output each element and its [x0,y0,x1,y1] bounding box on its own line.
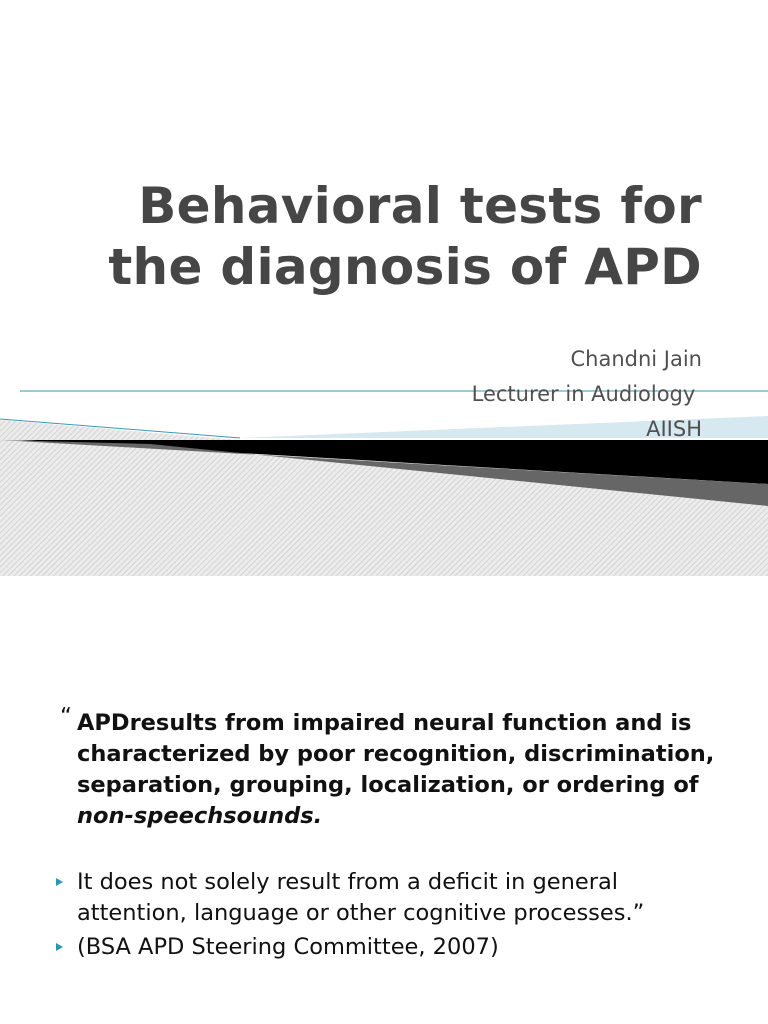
author-name: Chandni Jain [570,347,702,371]
bullet-text: It does not solely result from a deficit in general attention, language or other cognitive processes.” [77,869,645,926]
quote-italic-text: non-speechsounds. [77,803,323,829]
title-line-2: the diagnosis of APD [108,238,702,296]
bullet-arrow-icon [56,878,63,886]
author-institution: AIISH [646,417,702,441]
definition-slide [0,576,768,1024]
slide-title [62,176,702,298]
title-line-1: Behavioral tests for [138,177,702,235]
quote-paragraph [60,704,720,832]
slide-subtitle [302,342,702,447]
bullet-text: (BSA APD Steering Committee, 2007) [77,934,499,960]
open-quote-mark: “ [60,704,72,730]
quote-bold-text: APDresults from impaired neural function and is characterized by poor recognition, discrimination, separation, grouping, localization, or ordering of [77,710,715,798]
definition-quote [60,704,720,832]
bullet-arrow-icon [56,943,63,951]
author-position: Lecturer in Audiology [471,382,702,406]
list-item [54,867,714,929]
bullet-list [54,867,714,966]
list-item [54,932,714,963]
